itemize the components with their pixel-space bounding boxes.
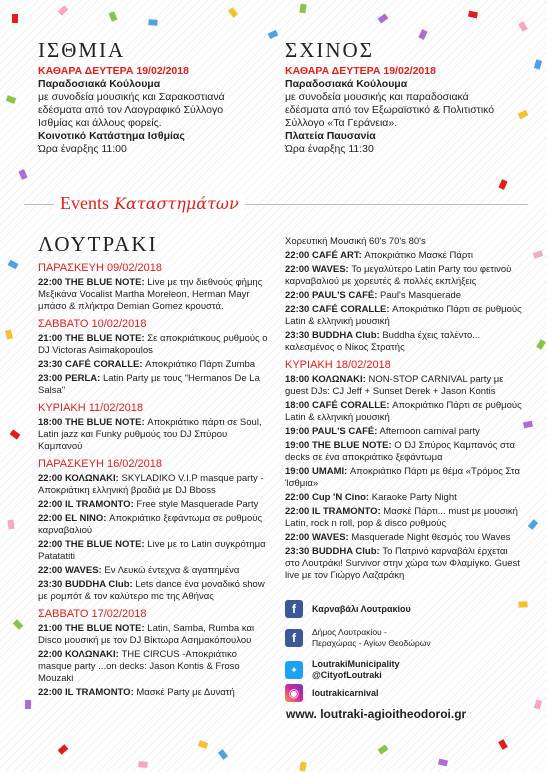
schinos-time: Ώρα έναρξης 11:30 xyxy=(285,143,374,155)
event-item xyxy=(285,506,525,530)
event-item xyxy=(38,513,270,537)
event-description: Το μεγαλύτερο Latin Party του φετινού καρναβαλιού με χορευτές & πολλές εκπλήξεις xyxy=(285,264,512,287)
event-time-venue xyxy=(285,492,369,503)
event-venue: THE BLUE NOTE: xyxy=(64,277,145,288)
event-time: 19:00 xyxy=(285,426,310,437)
event-item xyxy=(38,417,270,453)
event-item xyxy=(38,687,270,699)
section-date: ΠΑΡΑΣΚΕΥΗ 09/02/2018 xyxy=(38,262,163,274)
instagram-handle: loutrakicarnival xyxy=(312,687,379,698)
event-item xyxy=(285,264,525,288)
event-time-venue xyxy=(285,400,390,411)
event-time-venue xyxy=(285,466,347,477)
event-description: Αποκριάτικο ξεφάντωμα σε ρυθμούς καρναβαλιού xyxy=(38,513,263,536)
event-venue: ΚΟΛΩΝΑΚΙ: xyxy=(64,649,119,660)
event-time-venue xyxy=(38,623,145,634)
section-date: ΣΑΒΒΑΤΟ 17/02/2018 xyxy=(38,608,147,620)
event-time: 22:00 xyxy=(38,687,63,698)
event-time-venue xyxy=(38,473,119,484)
isthmia-date: ΚΑΘΑΡΑ ΔΕΥΤΕΡΑ 19/02/2018 xyxy=(38,65,189,77)
isthmia-title: ΙΣΘΜΙΑ xyxy=(38,38,126,62)
event-description: Lets dance ένα μοναδικό show με ρομπότ & τον καλύτερο mc της Αθήνας xyxy=(38,579,265,602)
event-time: 18:00 xyxy=(285,400,310,411)
event-venue: CAFÉ CORALLE: xyxy=(311,400,390,411)
event-time-venue xyxy=(285,440,392,451)
event-time: 22:00 xyxy=(38,277,63,288)
event-time: 22:00 xyxy=(285,506,310,517)
event-time-venue xyxy=(285,426,377,437)
event-time-venue xyxy=(38,649,119,660)
loutraki-right-column xyxy=(285,236,525,582)
loutraki-right-sections xyxy=(285,358,525,582)
event-time-venue xyxy=(38,373,100,384)
isthmia-venue: Κοινοτικό Κατάστημα Ισθμίας xyxy=(38,130,185,142)
twitter-link[interactable] xyxy=(285,659,400,681)
event-item xyxy=(285,426,525,438)
event-description: Live με το Latin συγκρότημα Patatatiti xyxy=(38,539,266,562)
event-time-venue xyxy=(38,579,133,590)
event-item xyxy=(285,374,525,398)
isthmia-event-title: Παραδοσιακά Κούλουμα xyxy=(38,78,161,90)
event-time-venue xyxy=(38,417,145,428)
event-venue: THE BLUE NOTE: xyxy=(64,417,145,428)
facebook-page-link[interactable] xyxy=(285,600,411,618)
event-item xyxy=(38,373,270,397)
event-item xyxy=(285,290,525,302)
event-description: Live με την διεθνούς φήμης Μεξικάνα Vocalist Martha Moreleon, Herman Mayr μπάσο & πλήκτρα Demian Gomez κρουστά. xyxy=(38,277,263,312)
schinos-line3: Σύλλογο «Τα Γεράνεια». xyxy=(285,117,398,129)
twitter-handle-1: LoutrakiMunicipality xyxy=(312,659,400,669)
event-description: Αποκριάτικο Πάρτι σε ρυθμούς Latin & ελληνική μουσική xyxy=(285,400,522,423)
isthmia-line3: Ισθμίας και άλλους φορείς. xyxy=(38,117,162,129)
right-top-items xyxy=(285,250,525,354)
event-venue: Cup 'N Cino: xyxy=(311,492,370,503)
instagram-link[interactable] xyxy=(285,684,379,702)
event-venue: IL TRAMONTO: xyxy=(64,499,134,510)
isthmia-time: Ώρα έναρξης 11:00 xyxy=(38,143,127,155)
loutraki-left-sections xyxy=(38,261,270,699)
events-heading xyxy=(54,193,245,214)
section-date: ΠΑΡΑΣΚΕΥΗ 16/02/2018 xyxy=(38,458,163,470)
twitter-handle-2: @CityofLoutraki xyxy=(312,670,382,680)
event-time-venue xyxy=(285,304,390,315)
schinos-title: ΣΧΙΝΟΣ xyxy=(285,38,374,62)
event-time-venue xyxy=(38,513,106,524)
event-time: 22:00 xyxy=(38,513,63,524)
event-time: 19:00 xyxy=(285,440,310,451)
isthmia-block xyxy=(38,40,278,156)
event-venue: PAUL'S CAFÉ: xyxy=(311,290,378,301)
event-time: 23:00 xyxy=(38,373,63,384)
event-time: 23:30 xyxy=(38,579,63,590)
event-item xyxy=(38,565,270,577)
event-item xyxy=(285,546,525,582)
event-time: 22:00 xyxy=(38,499,63,510)
event-venue: BUDDHA Club: xyxy=(311,330,380,341)
event-time-venue xyxy=(38,499,134,510)
twitter-bird-icon: ✦ xyxy=(285,661,303,679)
event-description: Karaoke Party Night xyxy=(371,492,457,503)
event-item xyxy=(285,492,525,504)
event-time-venue xyxy=(285,506,381,517)
event-item xyxy=(285,304,525,328)
event-item xyxy=(285,250,525,262)
event-description: Αποκριάτικο πάρτι σε Soul, Latin jazz και Funky ρυθμούς του DJ Σπύρου Καμπανού xyxy=(38,417,262,452)
event-time: 22:00 xyxy=(285,264,310,275)
event-time: 23:30 xyxy=(285,546,310,557)
facebook-municipality-label: Δήμος Λουτρακίου - Περαχώρας - Αγίων Θεοδώρων xyxy=(312,627,431,648)
schinos-date: ΚΑΘΑΡΑ ΔΕΥΤΕΡΑ 19/02/2018 xyxy=(285,65,436,77)
event-item xyxy=(285,532,525,544)
event-description: Μασκέ Party με Δυνατή xyxy=(136,687,235,698)
event-description: Σε αποκριάτικους ρυθμούς ο DJ Victoras Asimakopoulos xyxy=(38,333,268,356)
event-time-venue xyxy=(38,539,145,550)
event-item xyxy=(285,330,525,354)
event-item xyxy=(38,359,270,371)
event-description: Latin Party με τους "Hermanos De La Salsa" xyxy=(38,373,260,396)
event-venue: THE BLUE NOTE: xyxy=(64,539,145,550)
event-description: Το Πατρινό καρναβάλι έρχεται στο Λουτράκι! Survivor στην χώρα των Φλαμίγκο. Guest live με τον Γιώργο Λαζαράκη xyxy=(285,546,520,581)
event-time: 22:00 xyxy=(38,649,63,660)
event-venue: WAVES: xyxy=(311,532,349,543)
schinos-block xyxy=(285,40,535,156)
section-date: ΣΑΒΒΑΤΟ 10/02/2018 xyxy=(38,318,147,330)
event-time: 23:30 xyxy=(285,330,310,341)
event-venue: PERLA: xyxy=(64,373,101,384)
event-venue: BUDDHA Club: xyxy=(64,579,133,590)
event-description: NON-STOP CARNIVAL party με guest DJs: CJ Jeff + Sunset Derek + Jason Kontis xyxy=(285,374,504,397)
events-heading-greek: Καταστημάτων xyxy=(114,194,239,213)
event-item xyxy=(285,440,525,464)
event-description: Buddha έχεις ταλέντο... καλεσμένος ο Νίκος Στρατής xyxy=(285,330,481,353)
event-time: 18:00 xyxy=(38,417,63,428)
event-venue: THE BLUE NOTE: xyxy=(64,623,145,634)
event-time-venue xyxy=(38,333,145,344)
schinos-line2: εδέσματα από τον Εξωραϊστικό & Πολιτιστικό xyxy=(285,104,495,116)
event-time: 18:00 xyxy=(285,374,310,385)
events-divider xyxy=(24,193,528,217)
event-description: Αποκριάτικο Πάρτι με θέμα «Τρόμος Στα Ίσθμια» xyxy=(285,466,521,489)
facebook-municipality-link[interactable] xyxy=(285,627,432,649)
facebook-icon: f xyxy=(285,629,303,647)
right-top-text: Χορευτική Μουσική 60's 70's 80's xyxy=(285,236,426,247)
events-heading-latin: Events xyxy=(60,193,109,213)
event-venue: IL TRAMONTO: xyxy=(311,506,381,517)
event-time-venue xyxy=(38,277,145,288)
event-time: 21:00 xyxy=(38,623,63,634)
loutraki-title: ΛΟΥΤΡΑΚΙ xyxy=(38,232,158,256)
event-description: Free style Masquerade Party xyxy=(136,499,259,510)
event-time: 21:00 xyxy=(38,333,63,344)
event-description: THE CIRCUS -Αποκριάτικο masque party ...on decks: Jason Kontis & Froso Mouzaki xyxy=(38,649,240,684)
event-venue: THE BLUE NOTE: xyxy=(311,440,392,451)
event-description: Αποκριάτικο Μασκέ Πάρτι xyxy=(364,250,473,261)
event-time-venue xyxy=(285,330,380,341)
event-description: Latin, Samba, Rumba και Disco μουσική με τον DJ Βίκτωρα Ασημακόπουλου xyxy=(38,623,255,646)
event-time-venue xyxy=(285,374,366,385)
section-date: ΚΥΡΙΑΚΗ 18/02/2018 xyxy=(285,359,391,371)
isthmia-line2: εδέσματα από τον Λαογραφικό Σύλλογο xyxy=(38,104,224,116)
event-venue: CAFÉ CORALLE: xyxy=(311,304,390,315)
event-venue: BUDDHA Club: xyxy=(311,546,380,557)
schinos-line1: με συνοδεία μουσικής και παραδοσιακά xyxy=(285,91,469,103)
event-venue: PAUL'S CAFÉ: xyxy=(311,426,378,437)
section-date: ΚΥΡΙΑΚΗ 11/02/2018 xyxy=(38,402,143,414)
event-description: Αποκριάτικο Πάρτι σε ρυθμούς Latin & ελληνική μουσική xyxy=(285,304,522,327)
event-description: Αποκριάτικο Πάρτι Zumba xyxy=(145,359,256,370)
event-venue: UMAMI: xyxy=(311,466,348,477)
event-description: Ο DJ Σπύρος Καμπανός στα decks σε ένα αποκριάτικο ξεφάντωμα xyxy=(285,440,515,463)
event-item xyxy=(38,649,270,685)
event-item xyxy=(38,539,270,563)
isthmia-line1: με συνοδεία μουσικής και Σαρακοστιανά xyxy=(38,91,225,103)
event-venue: ΚΟΛΩΝΑΚΙ: xyxy=(64,473,119,484)
schinos-venue: Πλατεία Παυσανία xyxy=(285,130,376,142)
event-time-venue xyxy=(285,546,380,557)
event-description: Afternoon carnival party xyxy=(379,426,480,437)
event-time: 22:00 xyxy=(38,473,63,484)
facebook-page-label: Καρναβάλι Λουτρακίου xyxy=(312,603,411,614)
event-venue: ΚΟΛΩΝΑΚΙ: xyxy=(311,374,366,385)
event-time-venue xyxy=(38,359,143,370)
event-time: 22:00 xyxy=(285,532,310,543)
event-description: SKYLADIKO V.I.P masque party - Αποκριάτικη ελληνική βραδιά με DJ Bboss xyxy=(38,473,264,496)
event-description: Masquerade Night θεσμός του Waves xyxy=(351,532,511,543)
event-item xyxy=(285,400,525,424)
event-time: 22:00 xyxy=(285,250,310,261)
event-description: Paul's Masquerade xyxy=(380,290,462,301)
event-time: 22:00 xyxy=(38,539,63,550)
loutraki-left-column xyxy=(38,234,270,699)
schinos-event-title: Παραδοσιακά Κούλουμα xyxy=(285,78,408,90)
event-time-venue xyxy=(285,532,349,543)
event-time: 22:00 xyxy=(285,492,310,503)
event-item xyxy=(38,277,270,313)
event-time: 22:00 xyxy=(38,565,63,576)
instagram-icon: ◉ xyxy=(285,684,303,702)
facebook-icon: f xyxy=(285,600,303,618)
event-description: Μασκέ Πάρτι... must με μουσική Latin, rock n roll, pop & disco ρυθμούς xyxy=(285,506,518,529)
event-time: 22:30 xyxy=(285,304,310,315)
website-link[interactable]: www. loutraki-agioitheodoroi.gr xyxy=(286,707,467,721)
event-venue: THE BLUE NOTE: xyxy=(64,333,145,344)
event-item xyxy=(38,623,270,647)
event-item xyxy=(38,473,270,497)
event-time-venue xyxy=(38,687,134,698)
event-item xyxy=(285,466,525,490)
event-venue: CAFÉ ART: xyxy=(311,250,362,261)
event-time-venue xyxy=(285,250,362,261)
event-time-venue xyxy=(38,565,102,576)
event-item xyxy=(38,333,270,357)
event-venue: WAVES: xyxy=(64,565,102,576)
event-time: 23:30 xyxy=(38,359,63,370)
event-time: 19:00 xyxy=(285,466,310,477)
event-time-venue xyxy=(285,290,377,301)
event-venue: EL NINO: xyxy=(64,513,107,524)
event-description: Εν Λευκώ έντεχνα & αγαπημένα xyxy=(104,565,240,576)
event-item xyxy=(38,579,270,603)
event-venue: WAVES: xyxy=(311,264,349,275)
event-time: 22:00 xyxy=(285,290,310,301)
event-venue: IL TRAMONTO: xyxy=(64,687,134,698)
event-time-venue xyxy=(285,264,349,275)
event-item xyxy=(38,499,270,511)
event-venue: CAFÉ CORALLE: xyxy=(64,359,143,370)
